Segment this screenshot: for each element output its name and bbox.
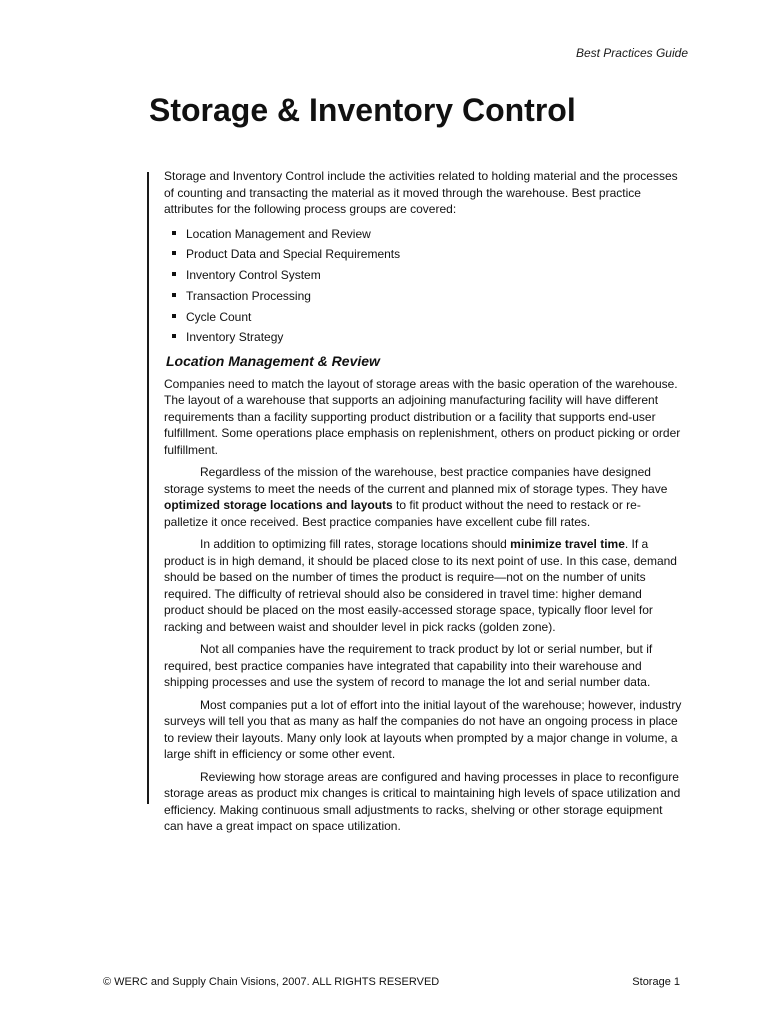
list-item-label: Cycle Count: [186, 309, 252, 324]
paragraph-layout-match: Companies need to match the layout of storage areas with the basic operation of the warehouse. The layout of a warehouse that supports an adjoining manufacturing facility will have different requirements than a facility supporting product distribution or a facility that supports end-user fulfillment. Some operations place emphasis on replenishment, others on product picking or order fulfillment.: [164, 376, 681, 457]
process-group-list: [171, 224, 684, 349]
bullet-square-icon: [172, 272, 176, 276]
list-item: [171, 286, 684, 307]
list-item: [171, 265, 684, 286]
running-header: Best Practices Guide: [575, 46, 688, 60]
paragraph-storage-systems: [164, 464, 684, 530]
paragraph-travel-time: [164, 536, 684, 635]
page-title: Storage & Inventory Control: [149, 92, 576, 128]
emphasis-text: optimized storage locations and layouts: [164, 498, 393, 513]
paragraph-text: to fit product without the need to restack or re-palletize it once received. Best practice companies have excellent cube fill rates.: [164, 498, 641, 529]
paragraph-text: In addition to optimizing fill rates, storage locations should: [200, 537, 511, 552]
section-heading: Location Management & Review: [166, 353, 380, 370]
paragraph-text: Regardless of the mission of the warehouse, best practice companies have designed storage systems to meet the needs of the current and planned mix of storage types. They have: [164, 465, 668, 496]
paragraph-lot-serial: Not all companies have the requirement to track product by lot or serial number, but if required, best practice companies have integrated that capability into their warehouse and shipping processes and use the system of record to manage the lot and serial number data.: [164, 642, 653, 690]
bullet-square-icon: [172, 314, 176, 318]
bullet-square-icon: [172, 251, 176, 255]
paragraph-layout-review: Most companies put a lot of effort into the initial layout of the warehouse; however, industry surveys will tell you that as many as half the companies do not have an ongoing process in place to review their layouts. Many only look at layouts when prompted by a major change in volume, a large shift in efficiency or some other event.: [164, 697, 682, 762]
list-item: [171, 307, 684, 328]
paragraph-text: . If a product is in high demand, it should be placed close to its next point of use. In this case, demand should be based on the number of times the product is require—not on the number of units required. The difficulty of retrieval should also be considered in travel time: higher demand product should be placed on the most easily-accessed storage space, typically floor level for racking and between waist and shoulder level in pick racks (golden zone).: [164, 537, 677, 634]
bullet-square-icon: [172, 334, 176, 338]
list-item-label: Inventory Strategy: [186, 330, 284, 345]
list-item-label: Transaction Processing: [186, 288, 311, 303]
footer-page-label: Storage 1: [632, 976, 680, 988]
list-item: [171, 327, 684, 348]
footer-copyright: © WERC and Supply Chain Visions, 2007. ALL RIGHTS RESERVED: [103, 976, 440, 988]
intro-paragraph: Storage and Inventory Control include the activities related to holding material and the processes of counting and transacting the material as it moved through the warehouse. Best practice attributes for the following process groups are covered:: [164, 169, 678, 216]
document-body: [164, 168, 684, 841]
bullet-square-icon: [172, 231, 176, 235]
list-item-label: Inventory Control System: [186, 268, 321, 283]
left-margin-rule: [147, 172, 149, 804]
bullet-square-icon: [172, 293, 176, 297]
emphasis-text: minimize travel time: [510, 537, 625, 552]
paragraph-reconfigure: Reviewing how storage areas are configured and having processes in place to reconfigure storage areas as product mix changes is critical to maintaining high levels of space utilization and efficiency. Making continuous small adjustments to racks, shelving or other storage equipment can have a great impact on space utilization.: [164, 769, 681, 834]
list-item-label: Location Management and Review: [186, 226, 371, 241]
list-item-label: Product Data and Special Requirements: [186, 247, 401, 262]
list-item: [171, 244, 684, 265]
list-item: [171, 224, 684, 245]
